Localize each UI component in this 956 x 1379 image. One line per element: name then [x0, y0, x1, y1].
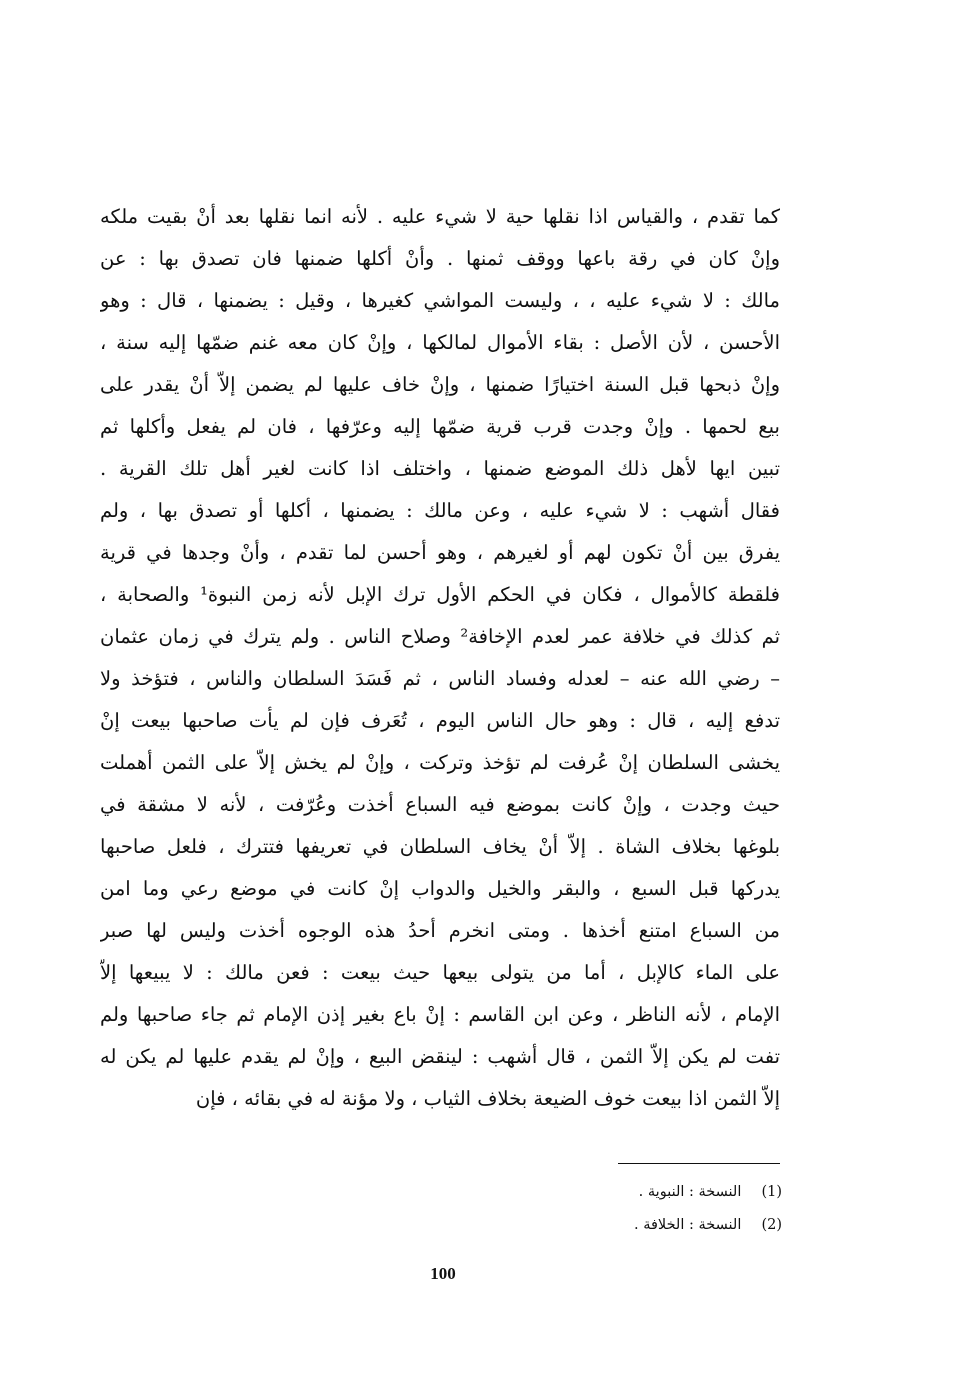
body-text — [100, 196, 780, 1120]
footnote — [560, 1176, 782, 1209]
text-line: ثم كذلك في خلافة عمر لعدم الإخافة² وصلاح الناس . ولم يترك في زمان عثمان — [100, 625, 780, 648]
text-line: يخشى السلطان إنْ عُرفت لم تؤخذ وتركت ، وإنْ لم يخش إلاّ على الثمن أهملت — [100, 751, 780, 774]
footnote-number: (2) — [761, 1217, 782, 1233]
text-line: يفرق بين أنْ تكون لهم أو لغيرهم ، وهو أحسن لما تقدم ، وأنْ وجدها في قرية — [100, 541, 780, 564]
footnote-text: النسخة : النبوية . — [638, 1184, 742, 1200]
text-line: وإنْ كان في رقة باعها ووقف ثمنها . وأنْ أكلها ضمنها فان تصدق بها : عن — [100, 247, 780, 270]
text-line: وإنْ ذبحها قبل السنة اختيارًا ضمنها ، وإنْ خاف عليها لم يضمن إلاّ أنْ يقدر على — [100, 373, 780, 396]
text-line: إلاّ الثمن اذا بيعت خوف الضيعة بخلاف الثياب ، ولا مؤنة له في بقائه ، فإن — [195, 1087, 780, 1110]
text-line: فقال أشهب : لا شيء عليه ، وعن مالك : يضمنها ، أكلها أو تصدق بها ، ولم — [100, 499, 780, 522]
text-line: مالك : لا شيء عليه ، ، وليست المواشي كغيرها ، وقيل : يضمنها ، قال : وهو — [100, 289, 780, 312]
text-line: كما تقدم ، والقياس اذا نقلها حية لا شيء عليه . لأنه انما نقلها بعد أنْ بقيت ملكه — [100, 205, 780, 228]
text-line: حيث وجدت ، وإنْ كانت بموضع فيه السباع أخذت وعُرّفت ، لأنه لا مشقة في — [100, 793, 780, 816]
text-line: على الماء كالإبل ، أما من يتولى بيعها حيث بيعت : فعن مالك : لا يبيعها إلاّ — [100, 961, 780, 984]
text-line: من السباع امتنع أخذها . ومتى انخرم أحدُ هذه الوجوه أخذت وليس لها صبر — [100, 919, 780, 942]
footnote — [560, 1209, 782, 1242]
text-line: يدركها قبل السبع ، والبقر والخيل والدواب إنْ كانت في موضع رعي وما امن — [100, 877, 780, 900]
text-line: تبين ايها لأهل ذلك الموضع ضمنها ، واختلف اذا كانت لغير أهل تلك القرية . — [100, 457, 780, 480]
text-line: الإمام ، لأنه الناظر ، وعن ابن القاسم : إنْ باع بغير إذن الإمام ثم جاء صاحبها ولم — [100, 1003, 780, 1026]
text-line: بيع لحمها . وإنْ وجدت قرب قرية ضمّها إليه وعرّفها ، فان لم يفعل وأكلها ثم — [100, 415, 780, 438]
text-line: بلوغها بخلاف الشاة . إلاّ أنْ يخاف السلطان في تعريفها فتترك ، فلعل صاحبها — [100, 835, 780, 858]
text-line: الأحسن ، لأن الأصل : بقاء الأموال لمالكها ، وإنْ كان معه غنم ضمّها إليه سنة ، — [100, 331, 780, 354]
text-line: تدفع إليه ، قال : وهو حال الناس اليوم ، تُعَرف فإن لم يأت صاحبها بيعت إنْ — [100, 709, 780, 732]
footnote-separator — [618, 1163, 780, 1164]
page-number: 100 — [430, 1264, 456, 1283]
text-line: – رضي الله عنه – لعدله وفساد الناس ، ثم فَسَدَ السلطان والناس ، فتؤخذ ولا — [100, 667, 780, 690]
footnote-text: النسخة : الخلافة . — [634, 1217, 742, 1233]
text-line: تفت لم يكن إلاّ الثمن ، قال أشهب : لينقض البيع ، وإنْ لم يقدم عليها لم يكن له — [100, 1045, 780, 1068]
text-line: فلقطة كالأموال ، فكان في الحكم الأول ترك الإبل لأنه زمن النبوة¹ والصحابة ، — [100, 583, 780, 606]
footnote-number: (1) — [761, 1184, 782, 1200]
footnotes — [560, 1176, 782, 1242]
